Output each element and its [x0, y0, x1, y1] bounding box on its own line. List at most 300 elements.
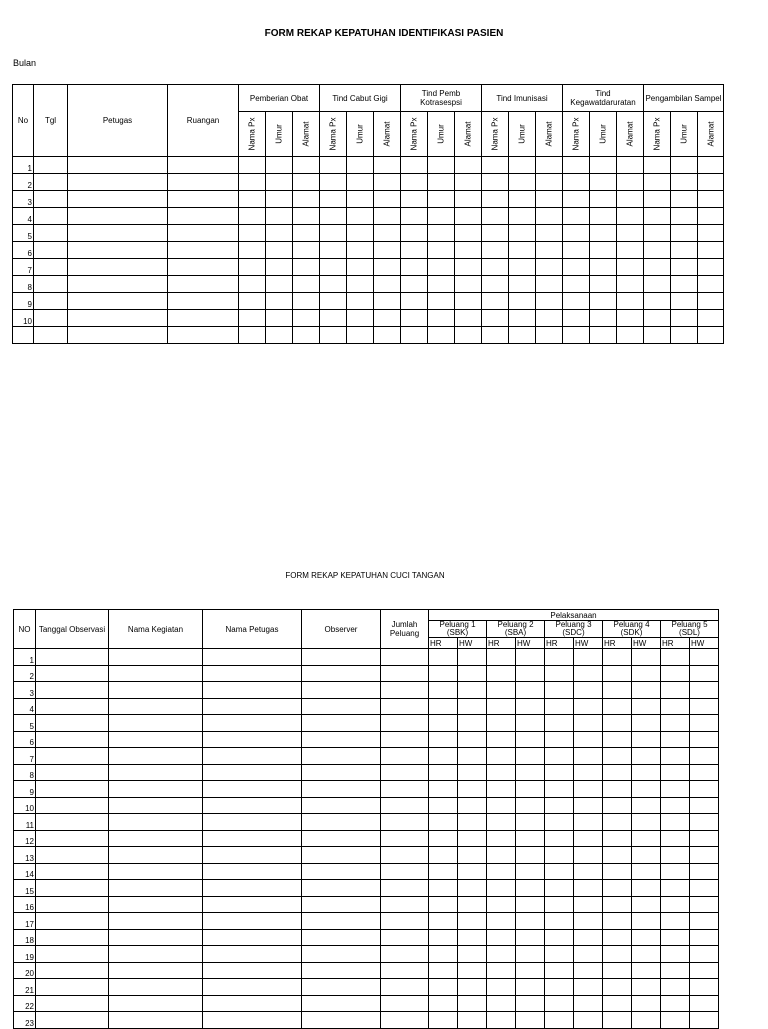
entry-cell[interactable]	[109, 682, 203, 699]
entry-cell[interactable]	[458, 764, 487, 781]
entry-cell[interactable]	[482, 157, 509, 174]
entry-cell[interactable]	[487, 896, 516, 913]
entry-cell[interactable]	[536, 208, 563, 225]
entry-cell[interactable]	[661, 880, 690, 897]
entry-cell[interactable]	[347, 208, 374, 225]
entry-cell[interactable]	[482, 259, 509, 276]
entry-cell[interactable]	[455, 259, 482, 276]
entry-cell[interactable]	[347, 259, 374, 276]
entry-cell[interactable]	[381, 682, 429, 699]
entry-cell[interactable]	[381, 731, 429, 748]
entry-cell[interactable]	[487, 847, 516, 864]
entry-cell[interactable]	[455, 174, 482, 191]
entry-cell[interactable]	[603, 797, 632, 814]
entry-cell[interactable]	[590, 293, 617, 310]
entry-cell[interactable]	[632, 962, 661, 979]
entry-cell[interactable]	[632, 929, 661, 946]
entry-cell[interactable]	[458, 830, 487, 847]
entry-cell[interactable]	[266, 225, 293, 242]
entry-cell[interactable]	[516, 764, 545, 781]
entry-cell[interactable]	[168, 310, 239, 327]
entry-cell[interactable]	[509, 310, 536, 327]
entry-cell[interactable]	[347, 174, 374, 191]
entry-cell[interactable]	[574, 764, 603, 781]
entry-cell[interactable]	[516, 979, 545, 996]
entry-cell[interactable]	[690, 797, 719, 814]
entry-cell[interactable]	[34, 208, 68, 225]
entry-cell[interactable]	[536, 242, 563, 259]
entry-cell[interactable]	[487, 814, 516, 831]
entry-cell[interactable]	[487, 665, 516, 682]
entry-cell[interactable]	[293, 327, 320, 344]
entry-cell[interactable]	[690, 665, 719, 682]
entry-cell[interactable]	[320, 259, 347, 276]
entry-cell[interactable]	[574, 665, 603, 682]
entry-cell[interactable]	[603, 715, 632, 732]
entry-cell[interactable]	[458, 682, 487, 699]
entry-cell[interactable]	[590, 242, 617, 259]
entry-cell[interactable]	[203, 781, 302, 798]
entry-cell[interactable]	[617, 208, 644, 225]
entry-cell[interactable]	[458, 896, 487, 913]
entry-cell[interactable]	[563, 174, 590, 191]
entry-cell[interactable]	[661, 764, 690, 781]
entry-cell[interactable]	[455, 208, 482, 225]
entry-cell[interactable]	[516, 814, 545, 831]
entry-cell[interactable]	[632, 913, 661, 930]
entry-cell[interactable]	[617, 310, 644, 327]
entry-cell[interactable]	[168, 208, 239, 225]
entry-cell[interactable]	[458, 797, 487, 814]
entry-cell[interactable]	[617, 174, 644, 191]
entry-cell[interactable]	[545, 797, 574, 814]
entry-cell[interactable]	[302, 682, 381, 699]
entry-cell[interactable]	[429, 880, 458, 897]
entry-cell[interactable]	[320, 242, 347, 259]
entry-cell[interactable]	[690, 946, 719, 963]
entry-cell[interactable]	[36, 946, 109, 963]
entry-cell[interactable]	[458, 946, 487, 963]
entry-cell[interactable]	[661, 929, 690, 946]
entry-cell[interactable]	[482, 225, 509, 242]
entry-cell[interactable]	[381, 830, 429, 847]
entry-cell[interactable]	[458, 1012, 487, 1029]
entry-cell[interactable]	[661, 847, 690, 864]
entry-cell[interactable]	[239, 327, 266, 344]
entry-cell[interactable]	[603, 665, 632, 682]
entry-cell[interactable]	[661, 682, 690, 699]
entry-cell[interactable]	[603, 731, 632, 748]
entry-cell[interactable]	[458, 649, 487, 666]
entry-cell[interactable]	[516, 665, 545, 682]
entry-cell[interactable]	[455, 327, 482, 344]
entry-cell[interactable]	[203, 847, 302, 864]
entry-cell[interactable]	[487, 682, 516, 699]
entry-cell[interactable]	[690, 715, 719, 732]
entry-cell[interactable]	[632, 797, 661, 814]
entry-cell[interactable]	[36, 962, 109, 979]
entry-cell[interactable]	[293, 157, 320, 174]
entry-cell[interactable]	[690, 748, 719, 765]
entry-cell[interactable]	[516, 847, 545, 864]
entry-cell[interactable]	[203, 649, 302, 666]
entry-cell[interactable]	[603, 962, 632, 979]
entry-cell[interactable]	[36, 847, 109, 864]
entry-cell[interactable]	[36, 781, 109, 798]
entry-cell[interactable]	[516, 946, 545, 963]
entry-cell[interactable]	[563, 208, 590, 225]
entry-cell[interactable]	[168, 242, 239, 259]
entry-cell[interactable]	[661, 781, 690, 798]
entry-cell[interactable]	[347, 157, 374, 174]
entry-cell[interactable]	[574, 995, 603, 1012]
entry-cell[interactable]	[374, 174, 401, 191]
entry-cell[interactable]	[545, 929, 574, 946]
entry-cell[interactable]	[429, 731, 458, 748]
entry-cell[interactable]	[36, 698, 109, 715]
entry-cell[interactable]	[109, 863, 203, 880]
entry-cell[interactable]	[203, 797, 302, 814]
entry-cell[interactable]	[374, 327, 401, 344]
entry-cell[interactable]	[266, 191, 293, 208]
entry-cell[interactable]	[239, 293, 266, 310]
entry-cell[interactable]	[482, 174, 509, 191]
entry-cell[interactable]	[632, 665, 661, 682]
entry-cell[interactable]	[603, 929, 632, 946]
entry-cell[interactable]	[429, 797, 458, 814]
entry-cell[interactable]	[617, 293, 644, 310]
entry-cell[interactable]	[381, 1012, 429, 1029]
entry-cell[interactable]	[293, 259, 320, 276]
entry-cell[interactable]	[545, 995, 574, 1012]
entry-cell[interactable]	[302, 698, 381, 715]
entry-cell[interactable]	[536, 293, 563, 310]
entry-cell[interactable]	[401, 157, 428, 174]
entry-cell[interactable]	[239, 225, 266, 242]
entry-cell[interactable]	[516, 913, 545, 930]
entry-cell[interactable]	[203, 896, 302, 913]
entry-cell[interactable]	[302, 847, 381, 864]
entry-cell[interactable]	[239, 259, 266, 276]
entry-cell[interactable]	[374, 276, 401, 293]
entry-cell[interactable]	[632, 764, 661, 781]
entry-cell[interactable]	[320, 191, 347, 208]
entry-cell[interactable]	[545, 896, 574, 913]
entry-cell[interactable]	[458, 913, 487, 930]
entry-cell[interactable]	[590, 276, 617, 293]
entry-cell[interactable]	[617, 327, 644, 344]
entry-cell[interactable]	[698, 327, 724, 344]
entry-cell[interactable]	[644, 293, 671, 310]
entry-cell[interactable]	[545, 863, 574, 880]
entry-cell[interactable]	[545, 748, 574, 765]
entry-cell[interactable]	[487, 830, 516, 847]
entry-cell[interactable]	[563, 310, 590, 327]
entry-cell[interactable]	[429, 896, 458, 913]
entry-cell[interactable]	[428, 259, 455, 276]
entry-cell[interactable]	[516, 1012, 545, 1029]
entry-cell[interactable]	[482, 310, 509, 327]
entry-cell[interactable]	[487, 962, 516, 979]
entry-cell[interactable]	[603, 649, 632, 666]
entry-cell[interactable]	[487, 979, 516, 996]
entry-cell[interactable]	[203, 715, 302, 732]
entry-cell[interactable]	[617, 259, 644, 276]
entry-cell[interactable]	[347, 310, 374, 327]
entry-cell[interactable]	[516, 748, 545, 765]
entry-cell[interactable]	[509, 191, 536, 208]
entry-cell[interactable]	[381, 748, 429, 765]
entry-cell[interactable]	[487, 995, 516, 1012]
entry-cell[interactable]	[545, 665, 574, 682]
entry-cell[interactable]	[302, 929, 381, 946]
entry-cell[interactable]	[671, 276, 698, 293]
entry-cell[interactable]	[109, 731, 203, 748]
entry-cell[interactable]	[698, 276, 724, 293]
entry-cell[interactable]	[293, 293, 320, 310]
entry-cell[interactable]	[109, 929, 203, 946]
entry-cell[interactable]	[429, 665, 458, 682]
entry-cell[interactable]	[509, 259, 536, 276]
entry-cell[interactable]	[603, 682, 632, 699]
entry-cell[interactable]	[698, 310, 724, 327]
entry-cell[interactable]	[632, 748, 661, 765]
entry-cell[interactable]	[429, 649, 458, 666]
entry-cell[interactable]	[545, 830, 574, 847]
entry-cell[interactable]	[109, 814, 203, 831]
entry-cell[interactable]	[574, 913, 603, 930]
entry-cell[interactable]	[487, 946, 516, 963]
entry-cell[interactable]	[381, 715, 429, 732]
entry-cell[interactable]	[36, 863, 109, 880]
entry-cell[interactable]	[168, 327, 239, 344]
entry-cell[interactable]	[545, 962, 574, 979]
entry-cell[interactable]	[109, 748, 203, 765]
entry-cell[interactable]	[690, 649, 719, 666]
entry-cell[interactable]	[34, 157, 68, 174]
entry-cell[interactable]	[690, 847, 719, 864]
entry-cell[interactable]	[661, 748, 690, 765]
entry-cell[interactable]	[203, 863, 302, 880]
entry-cell[interactable]	[487, 748, 516, 765]
entry-cell[interactable]	[429, 830, 458, 847]
entry-cell[interactable]	[487, 698, 516, 715]
entry-cell[interactable]	[698, 293, 724, 310]
entry-cell[interactable]	[203, 698, 302, 715]
entry-cell[interactable]	[34, 191, 68, 208]
entry-cell[interactable]	[293, 174, 320, 191]
entry-cell[interactable]	[545, 1012, 574, 1029]
entry-cell[interactable]	[603, 1012, 632, 1029]
entry-cell[interactable]	[68, 208, 168, 225]
entry-cell[interactable]	[381, 665, 429, 682]
entry-cell[interactable]	[293, 242, 320, 259]
entry-cell[interactable]	[671, 327, 698, 344]
entry-cell[interactable]	[36, 814, 109, 831]
entry-cell[interactable]	[266, 293, 293, 310]
entry-cell[interactable]	[644, 327, 671, 344]
entry-cell[interactable]	[661, 814, 690, 831]
entry-cell[interactable]	[590, 310, 617, 327]
entry-cell[interactable]	[458, 715, 487, 732]
entry-cell[interactable]	[458, 880, 487, 897]
entry-cell[interactable]	[455, 157, 482, 174]
entry-cell[interactable]	[545, 814, 574, 831]
entry-cell[interactable]	[487, 929, 516, 946]
entry-cell[interactable]	[545, 847, 574, 864]
entry-cell[interactable]	[574, 979, 603, 996]
entry-cell[interactable]	[203, 929, 302, 946]
entry-cell[interactable]	[401, 259, 428, 276]
entry-cell[interactable]	[302, 665, 381, 682]
entry-cell[interactable]	[109, 913, 203, 930]
entry-cell[interactable]	[487, 781, 516, 798]
entry-cell[interactable]	[487, 913, 516, 930]
entry-cell[interactable]	[545, 731, 574, 748]
entry-cell[interactable]	[516, 995, 545, 1012]
entry-cell[interactable]	[401, 174, 428, 191]
entry-cell[interactable]	[487, 863, 516, 880]
entry-cell[interactable]	[545, 913, 574, 930]
entry-cell[interactable]	[574, 682, 603, 699]
entry-cell[interactable]	[632, 863, 661, 880]
entry-cell[interactable]	[347, 327, 374, 344]
entry-cell[interactable]	[455, 293, 482, 310]
entry-cell[interactable]	[374, 293, 401, 310]
entry-cell[interactable]	[632, 781, 661, 798]
entry-cell[interactable]	[168, 191, 239, 208]
entry-cell[interactable]	[617, 276, 644, 293]
entry-cell[interactable]	[671, 191, 698, 208]
entry-cell[interactable]	[203, 665, 302, 682]
entry-cell[interactable]	[458, 979, 487, 996]
entry-cell[interactable]	[36, 896, 109, 913]
entry-cell[interactable]	[109, 830, 203, 847]
entry-cell[interactable]	[661, 715, 690, 732]
entry-cell[interactable]	[36, 665, 109, 682]
entry-cell[interactable]	[644, 208, 671, 225]
entry-cell[interactable]	[545, 682, 574, 699]
entry-cell[interactable]	[429, 847, 458, 864]
entry-cell[interactable]	[429, 929, 458, 946]
entry-cell[interactable]	[509, 157, 536, 174]
entry-cell[interactable]	[293, 310, 320, 327]
entry-cell[interactable]	[168, 157, 239, 174]
entry-cell[interactable]	[401, 327, 428, 344]
entry-cell[interactable]	[34, 174, 68, 191]
entry-cell[interactable]	[401, 293, 428, 310]
entry-cell[interactable]	[690, 698, 719, 715]
entry-cell[interactable]	[661, 731, 690, 748]
entry-cell[interactable]	[563, 276, 590, 293]
entry-cell[interactable]	[34, 310, 68, 327]
entry-cell[interactable]	[109, 995, 203, 1012]
entry-cell[interactable]	[516, 682, 545, 699]
entry-cell[interactable]	[574, 698, 603, 715]
entry-cell[interactable]	[429, 995, 458, 1012]
entry-cell[interactable]	[168, 259, 239, 276]
entry-cell[interactable]	[320, 276, 347, 293]
entry-cell[interactable]	[563, 327, 590, 344]
entry-cell[interactable]	[347, 225, 374, 242]
entry-cell[interactable]	[34, 259, 68, 276]
entry-cell[interactable]	[487, 715, 516, 732]
entry-cell[interactable]	[690, 979, 719, 996]
entry-cell[interactable]	[203, 764, 302, 781]
entry-cell[interactable]	[203, 946, 302, 963]
entry-cell[interactable]	[239, 242, 266, 259]
entry-cell[interactable]	[429, 962, 458, 979]
entry-cell[interactable]	[68, 191, 168, 208]
entry-cell[interactable]	[381, 913, 429, 930]
entry-cell[interactable]	[644, 242, 671, 259]
entry-cell[interactable]	[545, 880, 574, 897]
entry-cell[interactable]	[302, 715, 381, 732]
entry-cell[interactable]	[34, 225, 68, 242]
entry-cell[interactable]	[617, 242, 644, 259]
entry-cell[interactable]	[698, 225, 724, 242]
entry-cell[interactable]	[266, 259, 293, 276]
entry-cell[interactable]	[293, 191, 320, 208]
entry-cell[interactable]	[203, 748, 302, 765]
entry-cell[interactable]	[690, 731, 719, 748]
entry-cell[interactable]	[632, 995, 661, 1012]
entry-cell[interactable]	[429, 1012, 458, 1029]
entry-cell[interactable]	[381, 814, 429, 831]
entry-cell[interactable]	[516, 715, 545, 732]
entry-cell[interactable]	[603, 781, 632, 798]
entry-cell[interactable]	[109, 764, 203, 781]
entry-cell[interactable]	[509, 242, 536, 259]
entry-cell[interactable]	[644, 174, 671, 191]
entry-cell[interactable]	[482, 208, 509, 225]
entry-cell[interactable]	[34, 242, 68, 259]
entry-cell[interactable]	[574, 962, 603, 979]
entry-cell[interactable]	[428, 327, 455, 344]
entry-cell[interactable]	[381, 880, 429, 897]
entry-cell[interactable]	[429, 748, 458, 765]
entry-cell[interactable]	[428, 276, 455, 293]
entry-cell[interactable]	[632, 979, 661, 996]
entry-cell[interactable]	[401, 225, 428, 242]
entry-cell[interactable]	[458, 814, 487, 831]
entry-cell[interactable]	[320, 208, 347, 225]
entry-cell[interactable]	[381, 797, 429, 814]
entry-cell[interactable]	[381, 929, 429, 946]
entry-cell[interactable]	[690, 830, 719, 847]
entry-cell[interactable]	[429, 946, 458, 963]
entry-cell[interactable]	[381, 649, 429, 666]
entry-cell[interactable]	[603, 764, 632, 781]
entry-cell[interactable]	[374, 225, 401, 242]
entry-cell[interactable]	[109, 847, 203, 864]
entry-cell[interactable]	[590, 327, 617, 344]
entry-cell[interactable]	[632, 715, 661, 732]
entry-cell[interactable]	[516, 929, 545, 946]
entry-cell[interactable]	[644, 310, 671, 327]
entry-cell[interactable]	[429, 913, 458, 930]
entry-cell[interactable]	[632, 946, 661, 963]
entry-cell[interactable]	[661, 995, 690, 1012]
entry-cell[interactable]	[429, 979, 458, 996]
entry-cell[interactable]	[516, 781, 545, 798]
entry-cell[interactable]	[302, 896, 381, 913]
entry-cell[interactable]	[458, 962, 487, 979]
entry-cell[interactable]	[603, 913, 632, 930]
entry-cell[interactable]	[690, 929, 719, 946]
entry-cell[interactable]	[698, 259, 724, 276]
entry-cell[interactable]	[661, 896, 690, 913]
